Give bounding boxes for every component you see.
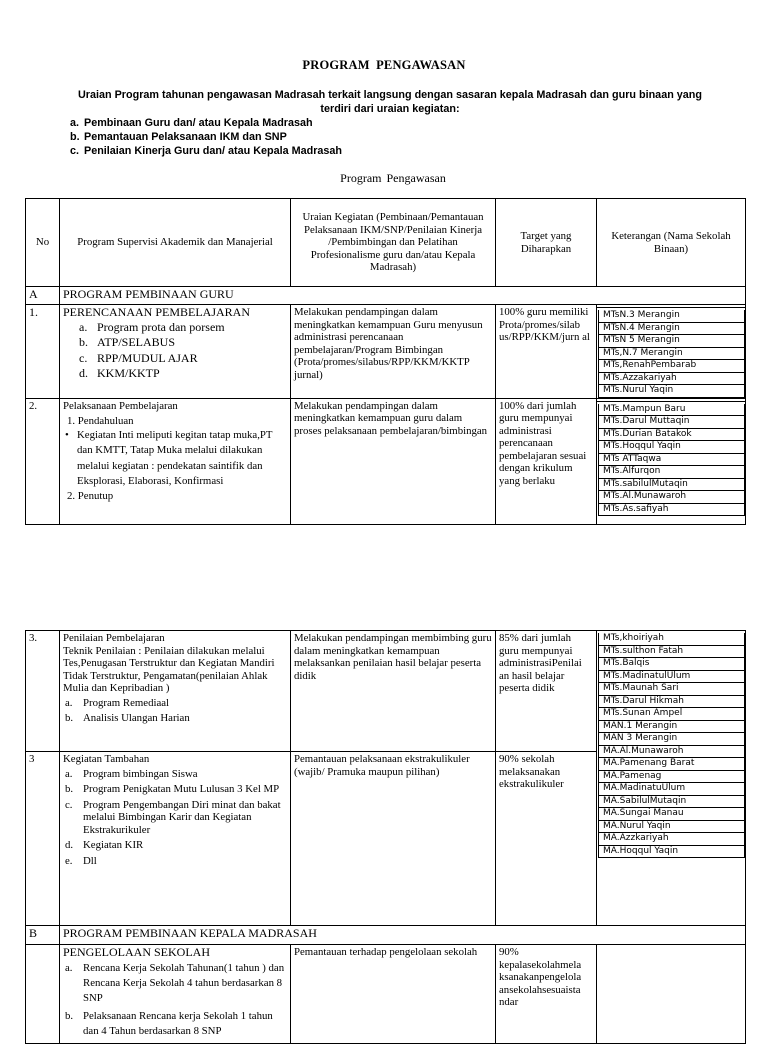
section-label: PROGRAM PEMBINAAN GURU <box>60 287 746 305</box>
table-header-row <box>26 199 746 287</box>
row-uraian: Melakukan pendampingan membimbing guru dalam meningkatkan kemampuan melaksankan penilaian hasil belajar peserta didik <box>291 631 496 752</box>
school-name: MTs.Balqis <box>598 658 745 671</box>
school-name: MTs.Azzakariyah <box>598 373 745 386</box>
school-name: MA.Azzkariyah <box>598 833 745 846</box>
school-name: MTs.Durian Batakok <box>598 429 745 442</box>
row-items <box>63 321 287 380</box>
school-name: MTs,khoiriyah <box>598 633 745 646</box>
intro-list <box>70 116 710 158</box>
row-no: 2. <box>26 398 60 524</box>
school-name: MTsN.3 Merangin <box>598 310 745 323</box>
school-name: MA.SabilulMutaqin <box>598 796 745 809</box>
school-name: MA.MadinatuUlum <box>598 783 745 796</box>
row-target: 90% sekolah melaksanakan ekstrakulikuler <box>496 752 597 926</box>
intro-item-text: Penilaian Kinerja Guru dan/ atau Kepala Madrasah <box>84 145 343 157</box>
school-name: MTs.Sunan Ampel <box>598 708 745 721</box>
school-list <box>597 631 745 771</box>
table-row <box>26 945 746 1044</box>
row-schools <box>597 305 746 399</box>
list-item <box>65 767 287 781</box>
intro-item <box>70 130 710 144</box>
row-no: 3 <box>26 752 60 926</box>
school-name: MA.Sungai Manau <box>598 808 745 821</box>
list-item <box>65 839 287 852</box>
row-program <box>60 305 291 399</box>
list-item <box>65 798 287 837</box>
row-items <box>63 961 287 1039</box>
table-row <box>26 631 746 752</box>
school-name: MA.Nurul Yaqin <box>598 821 745 834</box>
intro-item-text: Pembinaan Guru dan/ atau Kepala Madrasah <box>84 117 313 129</box>
list-item <box>79 366 287 380</box>
list-text: Program Pengembangan Diri minat dan bakat melalui Bimbingan Karir dan Kegiatan Ekstrakurikuler <box>83 798 281 836</box>
row-no: 3. <box>26 631 60 752</box>
program-table-page2 <box>25 630 746 1044</box>
row-title: Pelaksanaan Pembelajaran <box>63 399 178 412</box>
list-item <box>65 696 287 710</box>
row-step: 1. Pendahuluan <box>67 415 134 427</box>
list-item <box>65 961 287 1006</box>
school-name: MTs.As.safiyah <box>598 504 745 517</box>
row-schools <box>597 631 746 926</box>
list-text: Kegiatan KIR <box>83 839 144 851</box>
school-name: MA.Pamenang Barat <box>598 758 745 771</box>
row-no <box>26 945 60 1044</box>
row-no: 1. <box>26 305 60 399</box>
school-name: MA.Hoqqul Yaqin <box>598 846 745 859</box>
program-table-page1 <box>25 198 746 525</box>
school-list <box>597 307 745 398</box>
row-program <box>60 631 291 752</box>
row-target: 100% guru memiliki Prota/promes/silab us/RPP/KKM/jurn al <box>496 305 597 399</box>
list-text: Program prota dan porsem <box>97 319 225 334</box>
row-target: 85% dari jumlah guru mempunyai administrasiPenilai an hasil belajar peserta didik <box>496 631 597 752</box>
list-marker: b. <box>65 712 74 724</box>
list-marker: b. <box>79 335 88 349</box>
school-name: MTsN.4 Merangin <box>598 323 745 336</box>
list-text: Rencana Kerja Sekolah Tahunan(1 tahun ) dan Rencana Kerja Sekolah 4 tahun berdasarkan 8 SNP <box>83 961 285 1004</box>
list-item <box>79 335 287 349</box>
list-marker: b. <box>65 783 74 795</box>
list-marker: d. <box>65 839 74 851</box>
row-program <box>60 398 291 524</box>
list-item <box>79 319 287 334</box>
row-title: PENGELOLAAN SEKOLAH <box>63 945 210 959</box>
school-name: MTs.sabilulMutaqin <box>598 479 745 492</box>
table-row <box>26 305 746 399</box>
list-text: Program Penigkatan Mutu Lulusan 3 Kel MP <box>83 783 280 795</box>
school-name: MA.Al.Munawaroh <box>598 746 745 759</box>
intro-text: Uraian Program tahunan pengawasan Madrasah terkait langsung dengan sasaran kepala Madrasah dan guru binaan yang terdiri dari uraian kegiatan: <box>78 89 702 115</box>
list-text: Dll <box>83 854 97 867</box>
header-target: Target yang Diharapkan <box>496 199 597 287</box>
row-title: PERENCANAAN PEMBELAJARAN <box>63 305 251 319</box>
list-marker: a. <box>65 696 73 709</box>
section-no: A <box>26 287 60 305</box>
row-target: 90% kepalasekolahmela ksanakanpengelola ansekolahsesuaista ndar <box>496 945 597 1044</box>
list-marker: c. <box>65 798 73 811</box>
intro-item-text: Pemantauan Pelaksanaan IKM dan SNP <box>84 131 287 143</box>
intro-item-letter: a. <box>70 117 80 129</box>
school-name: MTs.Darul Hikmah <box>598 696 745 709</box>
row-schools <box>597 398 746 524</box>
row-items <box>63 768 287 868</box>
header-no: No <box>26 199 60 287</box>
school-name: MTs.MadinatulUlum <box>598 671 745 684</box>
school-name: MA.Pamenag <box>598 771 745 784</box>
list-text: Pelaksanaan Rencana kerja Sekolah 1 tahun dan 4 Tahun berdasarkan 8 SNP <box>83 1009 273 1037</box>
section-row <box>26 287 746 305</box>
row-program <box>60 945 291 1044</box>
school-name: MTs.sulthon Fatah <box>598 646 745 659</box>
list-text: KKM/KKTP <box>97 366 160 380</box>
section-label: PROGRAM PEMBINAAN KEPALA MADRASAH <box>60 926 746 945</box>
list-marker: b. <box>65 1009 74 1022</box>
school-name: MTs.Darul Muttaqin <box>598 416 745 429</box>
intro-block <box>70 88 710 158</box>
intro-item-letter: c. <box>70 145 80 157</box>
page-title: PROGRAM PENGAWASAN <box>302 58 466 72</box>
school-name: MTs ATTaqwa <box>598 454 745 467</box>
row-desc: Teknik Penilaian : Penilaian dilakukan melalui Tes,Penugasan Terstruktur dan Kegiatan Mandiri Tidak Terstruktur, Pengamatan(penilaian Ahlak Mulia dan Kepribadian ) <box>63 644 275 694</box>
school-name: MTs,RenahPembarab <box>598 360 745 373</box>
list-item <box>79 350 287 365</box>
table-row <box>26 398 746 524</box>
row-uraian: Melakukan pendampingan dalam meningkatkan kemampuan Guru menyusun administrasi perencanaan pembelajaran/Program Bimbingan (Prota/promes/silabus/RPP/KKM/KKTP jurnal) <box>291 305 496 399</box>
row-uraian: Pemantauan terhadap pengelolaan sekolah <box>291 945 496 1044</box>
list-marker: c. <box>79 350 88 365</box>
row-title: Kegiatan Tambahan <box>63 753 150 765</box>
row-program <box>60 752 291 926</box>
row-target: 100% dari jumlah guru mempunyai administrasi perencanaan pembelajaran sesuai dengan krikulum yang berlaku <box>496 398 597 524</box>
row-uraian: Pemantauan pelaksanaan ekstrakulikuler (wajib/ Pramuka maupun pilihan) <box>291 752 496 926</box>
list-text: ATP/SELABUS <box>97 335 176 349</box>
header-keterangan: Keterangan (Nama Sekolah Binaan) <box>597 199 746 287</box>
intro-item <box>70 116 710 130</box>
school-name: MTs.Alfurqon <box>598 466 745 479</box>
header-uraian: Uraian Kegiatan (Pembinaan/Pemantauan Pelaksanaan IKM/SNP/Penilaian Kinerja /Pembimbingan dan Pelatihan Profesionalisme guru dan/atau Kepala Madrasah) <box>291 199 496 287</box>
school-name: MTs.Mampun Baru <box>598 404 745 417</box>
list-item <box>65 783 287 796</box>
school-list <box>597 401 745 517</box>
row-schools <box>597 945 746 1044</box>
table-title: Program Pengawasan <box>340 171 446 185</box>
school-name: MAN 3 Merangin <box>598 733 745 746</box>
school-list <box>597 771 745 859</box>
list-marker: a. <box>65 961 73 974</box>
header-program: Program Supervisi Akademik dan Manajerial <box>60 199 291 287</box>
intro-item-letter: b. <box>70 131 80 143</box>
school-name: MTs,N.7 Merangin <box>598 348 745 361</box>
list-marker: a. <box>79 319 88 334</box>
school-name: MTsN 5 Merangin <box>598 335 745 348</box>
section-no: B <box>26 926 60 945</box>
list-marker: e. <box>65 854 73 867</box>
list-text: Program Remediaal <box>83 696 170 709</box>
list-text: Program bimbingan Siswa <box>83 767 198 780</box>
row-items <box>63 697 287 725</box>
school-name: MTs.Maunah Sari <box>598 683 745 696</box>
list-item <box>65 712 287 725</box>
list-text: RPP/MUDUL AJAR <box>97 350 198 365</box>
row-bullet: • Kegiatan Inti meliputi kegitan tatap muka,PT dan KMTT, Tatap Muka melalui dilakukan melalui kegiatan : pendekatan saintifik dan Eksplorasi, Elaborasi, Konfirmasi <box>63 428 287 490</box>
row-step: 2. Penutup <box>67 489 114 502</box>
school-name: MTs.Al.Munawaroh <box>598 491 745 504</box>
list-marker: a. <box>65 767 73 780</box>
school-name: MTs.Nurul Yaqin <box>598 385 745 398</box>
school-name: MAN.1 Merangin <box>598 721 745 734</box>
intro-item <box>70 144 710 158</box>
list-marker: d. <box>79 366 88 380</box>
school-name: MTs.Hoqqul Yaqin <box>598 441 745 454</box>
list-text: Analisis Ulangan Harian <box>83 712 190 724</box>
row-title: Penilaian Pembelajaran <box>63 632 165 644</box>
section-row <box>26 926 746 945</box>
row-uraian: Melakukan pendampingan dalam meningkatkan kemampuan guru dalam proses pelaksanaan pembelajaran/bimbingan <box>291 398 496 524</box>
list-item <box>65 854 287 868</box>
